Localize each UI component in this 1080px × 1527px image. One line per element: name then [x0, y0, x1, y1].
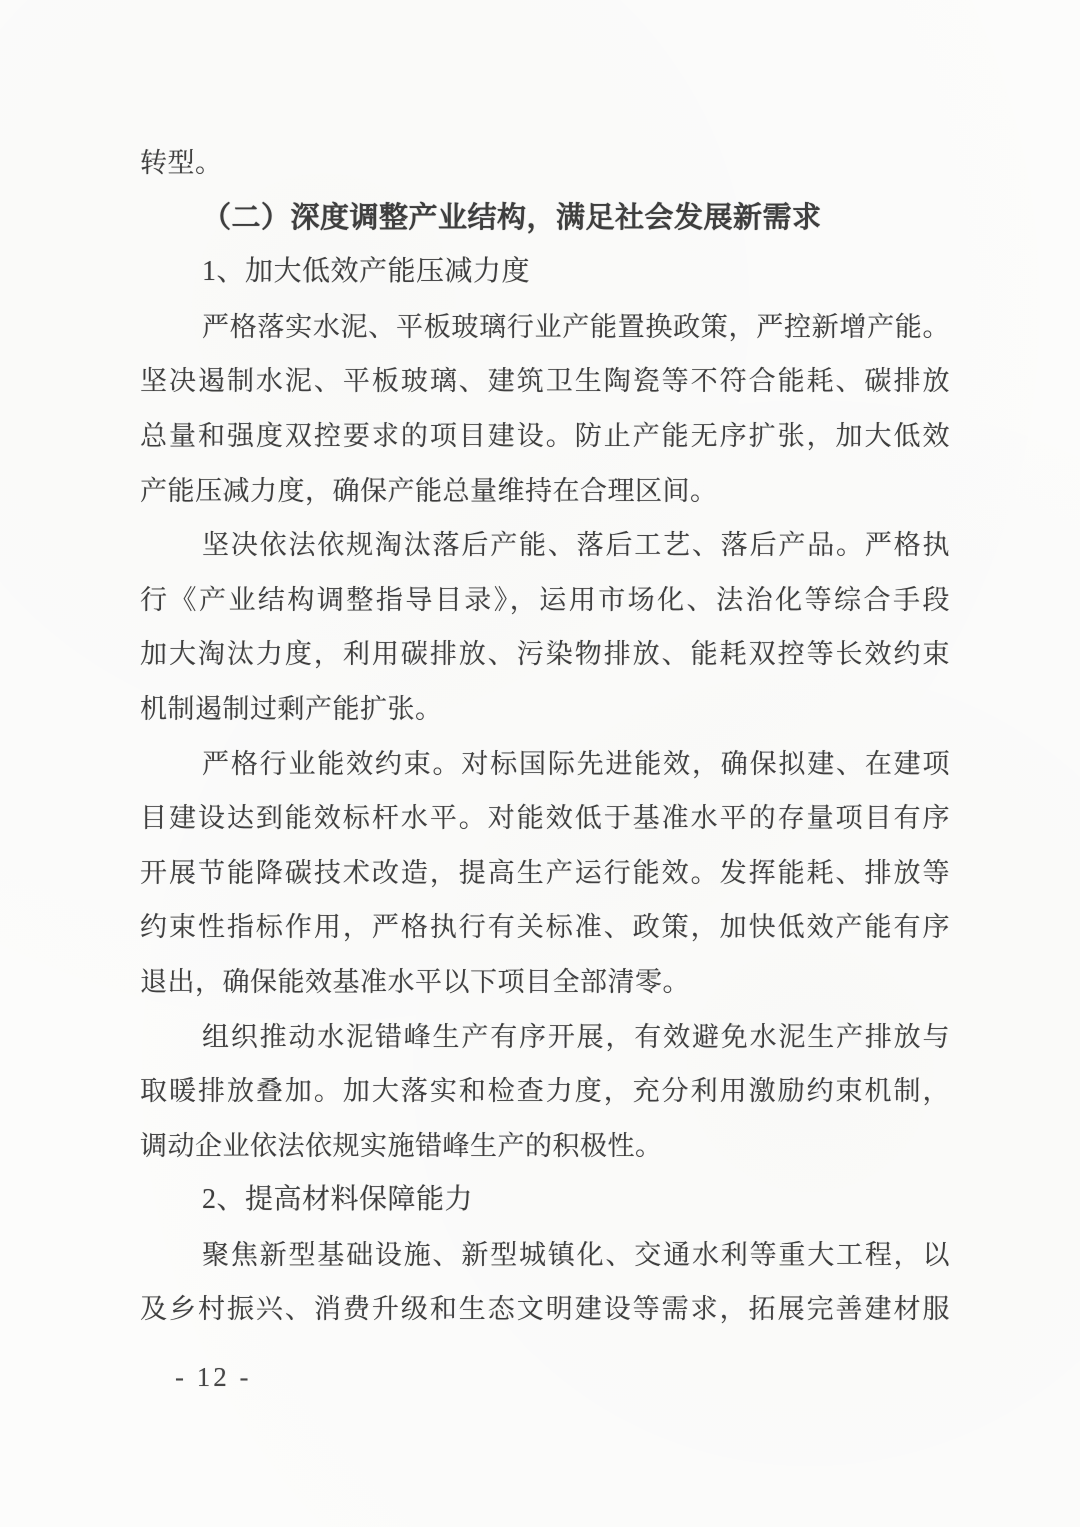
text-line: 聚焦新型基础设施、新型城镇化、交通水利等重大工程，以 [202, 1239, 950, 1270]
text-line: 取暖排放叠加。加大落实和检查力度，充分利用激励约束机制， [140, 1076, 950, 1107]
text-line: 加大淘汰力度，利用碳排放、污染物排放、能耗双控等长效约束 [140, 639, 950, 670]
text-line: 坚决依法依规淘汰落后产能、落后工艺、落后产品。严格执 [202, 530, 950, 561]
text-line: 退出，确保能效基准水平以下项目全部清零。 [140, 966, 690, 997]
text-line: 调动企业依法依规实施错峰生产的积极性。 [140, 1130, 663, 1161]
numbered-subheading: 2、提高材料保障能力 [202, 1184, 474, 1216]
text-line: 组织推动水泥错峰生产有序开展，有效避免水泥生产排放与 [202, 1021, 950, 1052]
text-line: 转型。 [140, 148, 223, 178]
document-body [140, 136, 950, 1337]
text-line: 严格落实水泥、平板玻璃行业产能置换政策，严控新增产能。 [202, 311, 950, 342]
text-line: 产能压减力度，确保产能总量维持在合理区间。 [140, 475, 718, 506]
text-line: 及乡村振兴、消费升级和生态文明建设等需求，拓展完善建材服 [140, 1294, 950, 1325]
numbered-subheading: 1、加大低效产能压减力度 [202, 256, 531, 288]
text-line: 约束性指标作用，严格执行有关标准、政策，加快低效产能有序 [140, 912, 950, 943]
section-heading: （二）深度调整产业结构，满足社会发展新需求 [202, 201, 822, 234]
text-line: 机制遏制过剩产能扩张。 [140, 693, 443, 724]
text-line: 总量和强度双控要求的项目建设。防止产能无序扩张，加大低效 [140, 420, 950, 451]
text-line: 开展节能降碳技术改造，提高生产运行能效。发挥能耗、排放等 [140, 857, 950, 888]
page-number: - 12 - [175, 1362, 252, 1392]
text-line: 严格行业能效约束。对标国际先进能效，确保拟建、在建项 [202, 748, 950, 779]
text-line: 目建设达到能效标杆水平。对能效低于基准水平的存量项目有序 [140, 803, 950, 834]
text-line: 行《产业结构调整指导目录》，运用市场化、法治化等综合手段 [140, 584, 950, 615]
text-line: 坚决遏制水泥、平板玻璃、建筑卫生陶瓷等不符合能耗、碳排放 [140, 366, 950, 397]
